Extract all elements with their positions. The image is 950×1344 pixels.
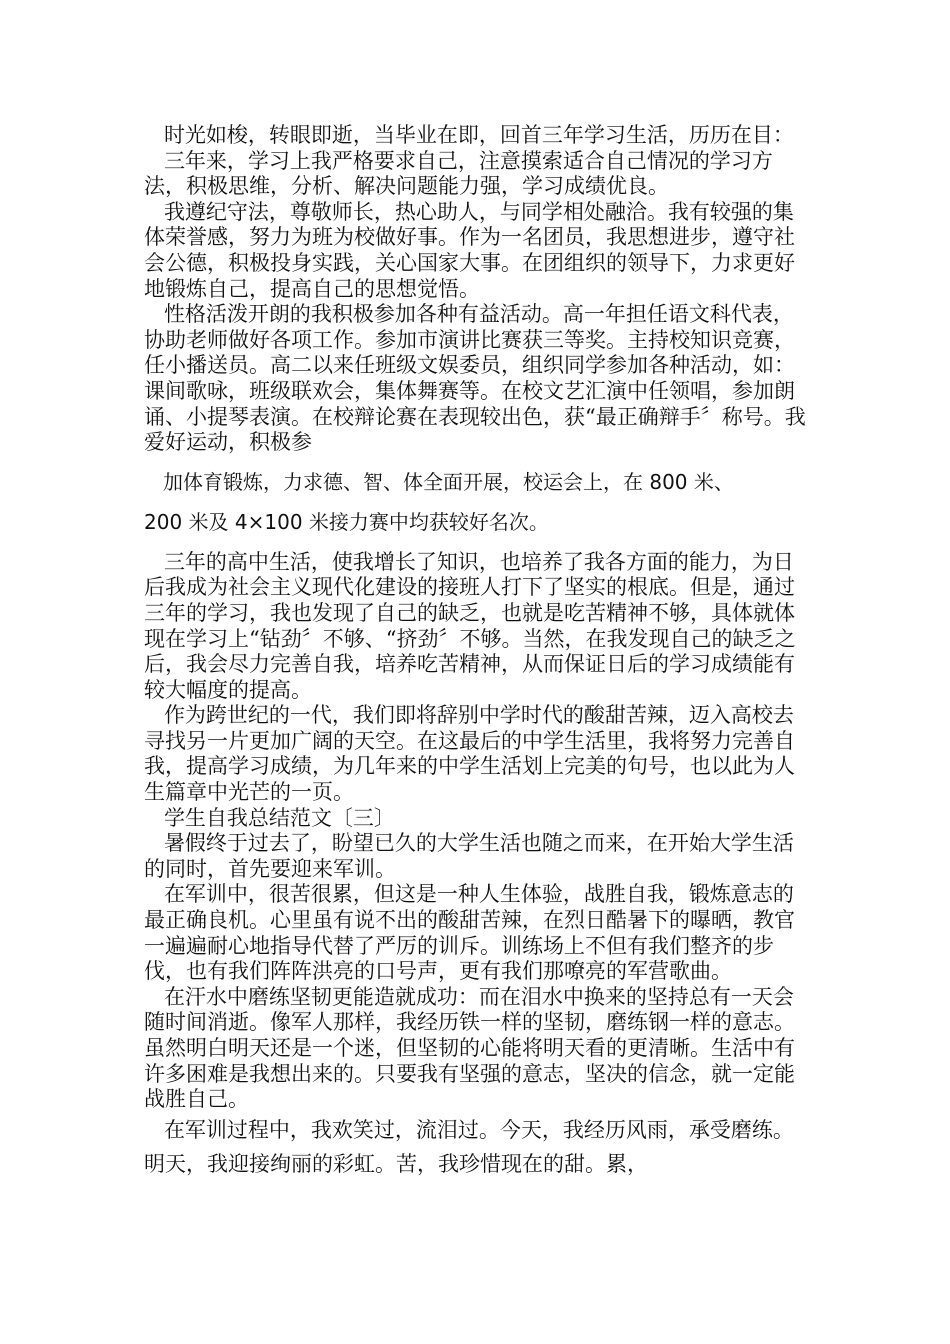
paragraph-continued: 200 米及 4×100 米接力赛中均获较好名次。	[144, 509, 549, 534]
paragraph: 暑假终于过去了，盼望已久的大学生活也随之而来，在开始大学生活的同时，首先要迎来军训。	[144, 831, 794, 881]
paragraph: 作为跨世纪的一代，我们即将辞别中学时代的酸甜苦辣，迈入高校去寻找另一片更加广阔的天空。在这最后的中学生活里，我将努力完善自我，提高学习成绩，为几年来的中学生活划上完美的句号，也以此为人生篇章中光芒的一页。	[144, 703, 795, 805]
paragraph-continued: 加体育锻炼，力求德、智、体全面开展，校运会上，在 800 米、	[163, 469, 734, 494]
paragraph: 性格活泼开朗的我积极参加各种有益活动。高一年担任语文科代表，协助老师做好各项工作。参加市演讲比赛获三等奖。主持校知识竞赛，任小播送员。高二以来任班级文娱委员，组织同学参加各种活动，如：课间歌咏，班级联欢会，集体舞赛等。在校文艺汇演中任领唱，参加朗诵、小提琴表演。在校辩论赛在表现较出色，获“最正确辩手〞称号。我爱好运动，积极参	[144, 302, 806, 455]
paragraph: 时光如梭，转眼即逝，当毕业在即，回首三年学习生活，历历在目：	[163, 123, 794, 147]
paragraph: 在汗水中磨练坚韧更能造就成功：而在泪水中换来的坚持总有一天会随时间消逝。像军人那样，我经历铁一样的坚韧，磨练钢一样的意志。虽然明白明天还是一个迷，但坚韧的心能将明天看的更清晰。生活中有许多困难是我想出来的。只要我有坚强的意志，坚决的信念，就一定能战胜自己。	[144, 984, 795, 1112]
paragraph: 三年的高中生活，使我增长了知识，也培养了我各方面的能力，为日后我成为社会主义现代化建设的接班人打下了坚实的根底。但是，通过三年的学习，我也发现了自己的缺乏，也就是吃苦精神不够，具体就体现在学习上“钻劲〞不够、“挤劲〞不够。当然，在我发现自己的缺乏之后，我会尽力完善自我，培养吃苦精神，从而保证日后的学习成绩能有较大幅度的提高。	[144, 549, 796, 702]
paragraph: 三年来，学习上我严格要求自己，注意摸索适合自己情况的学习方法，积极思维，分析、解决问题能力强，学习成绩优良。	[144, 148, 773, 199]
paragraph: 在军训过程中，我欢笑过，流泪过。今天，我经历风雨，承受磨练。 明天，我迎接绚丽的彩虹。苦，我珍惜现在的甜。累，	[144, 1117, 794, 1176]
section-heading: 学生自我总结范文〔三〕	[163, 805, 395, 830]
paragraph: 在军训中，很苦很累，但这是一种人生体验，战胜自我，锻炼意志的最正确良机。心里虽有说不出的酸甜苦辣，在烈日酷暑下的曝晒，教官一遍遍耐心地指导代替了严厉的训斥。训练场上不但有我们整齐的步伐，也有我们阵阵洪亮的口号声，更有我们那嘹亮的军营歌曲。	[144, 882, 795, 984]
document-body	[144, 123, 814, 1181]
paragraph: 我遵纪守法，尊敬师长，热心助人，与同学相处融洽。我有较强的集体荣誉感，努力为班为校做好事。作为一名团员，我思想进步，遵守社会公德，积极投身实践，关心国家大事。在团组织的领导下，力求更好地锻炼自己，提高自己的思想觉悟。	[144, 199, 795, 301]
